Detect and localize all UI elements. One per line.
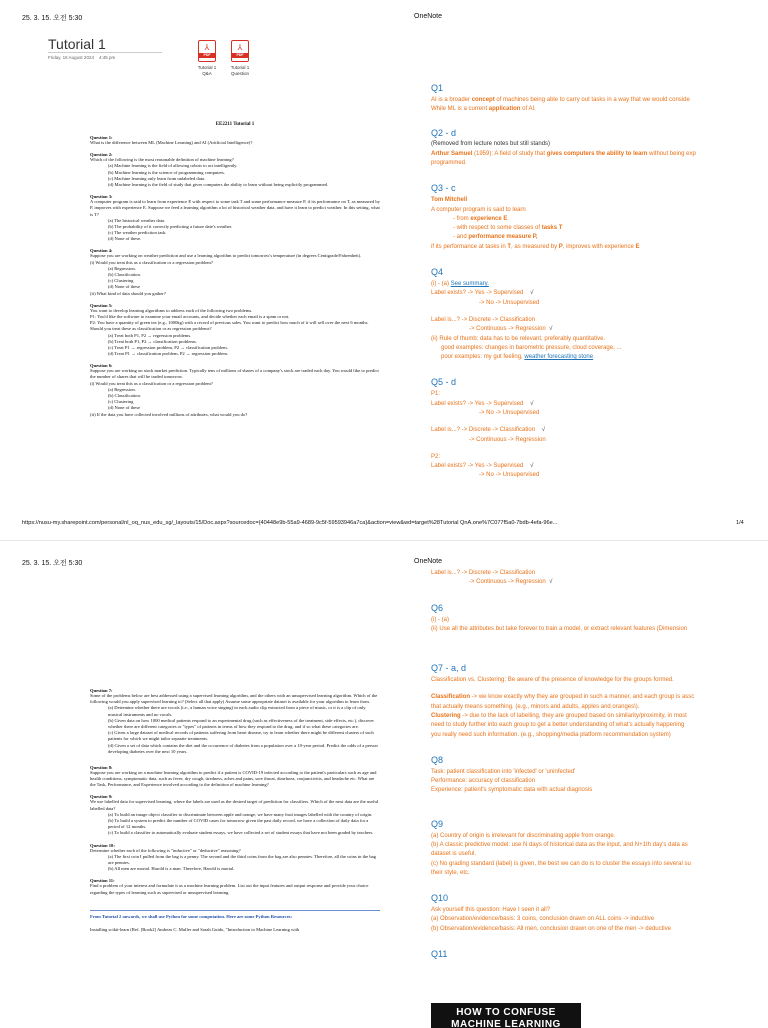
- answer-title-q7: Q7 - a, d: [431, 663, 467, 674]
- page-title: Tutorial 1: [48, 36, 106, 52]
- answer-q4-line: Label is...? -> Discrete -> Classification: [431, 316, 536, 323]
- worksheet-heading: EE2211 Tutorial 1: [215, 122, 255, 127]
- answer-title-q2: Q2 - d: [431, 127, 457, 138]
- page1-header-datetime: 25. 3. 15. 오전 5:30: [22, 15, 83, 22]
- question-text: What is the difference between ML (Machine Learning) and AI (Artificial Intelligence)?: [90, 140, 253, 145]
- question-option: (c) Clustering: [108, 399, 134, 405]
- answer-q10-line: Ask yourself this question: Have I seen it all?: [431, 907, 551, 914]
- page-divider: [0, 540, 768, 541]
- answer-q5-line: Label is...? -> Discrete -> Classification: [431, 570, 536, 576]
- answer-title-q5: Q5 - d: [431, 377, 457, 388]
- answer-q10-line: (b) Observation/evidence/basis: All men, conclusion drawn on one of the men -> deductive: [431, 925, 671, 932]
- question-option: (c) The weather prediction task.: [108, 230, 167, 236]
- question-option: (d) None of these: [108, 284, 141, 290]
- answer-q4-line: (i) - (a) See summary.: [431, 281, 489, 288]
- check-mark: √: [549, 326, 553, 333]
- answer-q7-line: Classification vs. Clustering: Be aware of the presence of knowledge for the groups formed.: [431, 677, 674, 684]
- page1-header-app: OneNote: [414, 13, 443, 20]
- question-option: (b) The probability of it correctly predicting a future date's weather.: [108, 223, 233, 229]
- answer-q4-line: -> No -> Unsupervised: [479, 299, 540, 306]
- question-text: Suppose you are working on stock market prediction. Typically tens of millions of shares of a company's stock are traded each day. You would like to predict the number of shares that will be traded tomorrow.: [90, 368, 379, 380]
- question-text: A computer program is said to learn from experience E with respect to some task T and some performance measure P, if its performance on T, as measured by P, improves with experience E. Suppose we feed a learning algorithm a lot of historical weather data, and have it learn to predict weather. In this setting, what is T?: [90, 199, 380, 217]
- answer-q9-line: (b) A classic predictive model: use N days of historical data as the input, and N+1th day's data as: [431, 841, 688, 848]
- answer-title-q9: Q9: [431, 818, 444, 829]
- answer-q5-line: Label exists? -> Yes -> Supervised √: [431, 463, 534, 470]
- answer-title-q11: Q11: [431, 948, 448, 959]
- answer-q1-line: While ML is a current application of AI.: [431, 106, 536, 113]
- answer-q6-line: (i) - (a): [431, 616, 449, 623]
- question-text: Suppose you are working on a machine learning algorithm to predict if a patient is COVID-19 infected according to the patient's particulars such as age and health conditions, symptomatic data, such as fever, dry cough, tiredness, aches and pains, sore throat, diarrhoea, conjunctivitis, and headache etc. What are the Task, Performance, and Experience involved according to the definition of machine learning?: [90, 769, 377, 788]
- question-text: Find a problem of your interest and formulate it as a machine learning problem. List out the input features and output response and provide your choice regarding the types of learning such as supervised or unsupervised learning.: [90, 883, 369, 895]
- question-text: Should you treat these as classification or as regression problems?: [90, 326, 212, 332]
- answer-q7-line: that actually means something. (e.g., minors and adults, apples and oranges\).: [431, 703, 640, 710]
- answer-q8-line: Performance: accuracy of classification: [431, 778, 536, 785]
- question-text: You want to develop learning algorithms to address each of the following two problems.: [90, 307, 253, 313]
- answer-q2-line: programmed.: [431, 160, 467, 167]
- question-option: (b) To build a system to predict the number of COVID cases for tomorrow given the past daily record, we have a collection of daily data for a period of 12 months.: [108, 818, 369, 830]
- question-option: (a) Treat both P1, P2 → regression problems.: [108, 332, 192, 338]
- check-mark: √: [530, 400, 534, 407]
- question-option: (d) Treat P1 → classification problem, P2 → regression problem.: [108, 351, 229, 357]
- answer-q7-line: need to study further into each group to get a better understanding of what's actually happening: [431, 722, 685, 729]
- answer-q4-line: -> Continuous -> Regression √: [469, 326, 553, 333]
- question-title: Question 1:: [90, 135, 113, 140]
- answer-q8-line: Task: patient classification into 'infected' or 'uninfected': [431, 768, 576, 775]
- question-option: (c) Treat P1 → regression problem, P2 → classification problem.: [108, 344, 228, 350]
- page1-footer-url: https://nusu-my.sharepoint.com/personal/nl_oq_nus_edu_sg/_layouts/15/Doc.aspx?sourcedoc={40448e9b-55a9-4689-9c5f-59593946a7ca}&action=view&wd=target%28Tutorial QnA.one%7C077f5a0-7bdb-4efa-96e...: [22, 520, 558, 526]
- question-option: (a) The historical weather data.: [108, 217, 166, 223]
- page2-header-datetime: 25. 3. 15. 오전 5:30: [22, 560, 83, 567]
- answer-q5-p1: P1:: [431, 391, 441, 398]
- answer-q5-line: Label exists? -> Yes -> Supervised √: [431, 400, 534, 407]
- worksheet-rule: [90, 910, 380, 911]
- worksheet-page1: [90, 122, 380, 418]
- page1-footer-pagenum: 1/4: [736, 520, 744, 526]
- question-subpart: (ii) If the data you have collected involved millions of attributes, what would you do?: [90, 411, 248, 417]
- weather-stone-link[interactable]: weather forecasting stone: [524, 354, 594, 361]
- answer-q3-line: if its performance at tasks in T, as measured by P, improves with experience E: [431, 243, 640, 250]
- answer-title-q6: Q6: [431, 602, 444, 613]
- question-option: (c) Machine learning only learn from unlabeled data.: [108, 175, 206, 181]
- question-option: (b) Machine learning is the science of programming computers.: [108, 169, 225, 175]
- question-text: Determine whether each of the following is "inductive" or "deductive" reasoning?: [90, 847, 241, 853]
- answer-q7-line: you really need such information. (e.g., shopping/media platform recommendation system): [431, 731, 671, 738]
- python-note: From Tutorial 2 onwards, we shall use Python for some computation. Here are some Python Resources:: [90, 913, 293, 919]
- check-mark: √: [530, 290, 534, 297]
- worksheet-page2: [90, 682, 380, 933]
- answer-q5-line: -> No -> Unsupervised: [479, 472, 540, 479]
- answer-q5-p2: P2:: [431, 453, 441, 460]
- question-option: (b) Given data on how 1000 medical patients respond to an experimental drug (such as effectiveness of the treatment, side effects, etc.), discover whether there are different categories or "types" of patients in terms of how they respond to the drug, and if so what these categories are.: [108, 717, 374, 729]
- question-text: P1: You'd like the software to examine your email accounts, and decide whether each email is a spam or not.: [90, 313, 290, 319]
- question-option: (d) None of these: [108, 405, 141, 411]
- question-title: Question 6:: [90, 363, 113, 369]
- answer-q7-line: Classification -> we know exactly why they are grouped in such a manner, and each group is assc: [431, 694, 695, 701]
- attachment-label: Question: [230, 70, 249, 76]
- question-option: (a) Determine whether there are vocals (i.e., a human voice singing) in each audio clip extracted from a piece of music, or it is a clip of only musical instruments and no vocals.: [108, 705, 366, 717]
- answer-q9-line: (c) No grading standard (label) is given, the best we can do is to cluster the essays into several su: [431, 860, 691, 867]
- answer-q5-line: -> Continuous -> Regression: [469, 436, 546, 443]
- answers-page2: [431, 569, 766, 962]
- question-option: (a) Regression.: [108, 265, 136, 271]
- question-title: Question 4:: [90, 248, 113, 254]
- answer-q5-line: Label is...? -> Discrete -> Classification √: [431, 427, 546, 434]
- meme-caption: HOW TO CONFUSE: [456, 1007, 556, 1018]
- answer-q6-line: (ii) Use all the attributes but take forever to train a model, or extract relevant features (Dimension: [431, 625, 688, 632]
- question-option: (b) Classification.: [108, 272, 141, 277]
- question-title: Question 5:: [90, 302, 113, 308]
- answer-q3-line: - from experience E: [453, 215, 508, 222]
- answer-q5-line: -> No -> Unsupervised: [479, 409, 540, 416]
- question-option: (d) None of these.: [108, 236, 142, 242]
- answer-title-q10: Q10: [431, 893, 449, 904]
- attachment-tutorial-qa[interactable]: [193, 40, 221, 77]
- question-option: (d) Given a set of data which contains the diet and the occurrence of diabetes from a population over a 10-year period. Predict the odds of a person developing diabetes over the next 10 years.: [108, 742, 378, 754]
- question-option: (b) Treat both P1, P2 → classification problems.: [108, 338, 197, 344]
- install-note: Installing scikit-learn (Ref. [Book2] Andreas C. Muller and Sarah Guido, "Introduction to Machine Learning with: [90, 926, 300, 932]
- question-subpart: (ii) What kind of data should you gather?: [90, 290, 166, 296]
- attachment-label: Tutorial 1: [197, 65, 217, 70]
- answer-q3-name: Tom Mitchell: [431, 197, 468, 204]
- question-subpart: (i) Would you treat this as a classification or a regression problem?: [90, 380, 213, 386]
- answer-q4-line: poor examples: my gut feeling, weather forecasting stone: [441, 354, 594, 361]
- answer-q4-line: good examples: changes in barometric pressure, cloud coverage, ...: [441, 344, 622, 351]
- answer-q2-line: Arthur Samuel (1959): A field of study that gives computers the ability to learn without being exp: [431, 150, 696, 157]
- meme-image: [431, 1003, 581, 1028]
- question-text: Which of the following is the most reasonable definition of machine learning?: [90, 157, 234, 163]
- answer-q4-line: Label exists? -> Yes -> Supervised √: [431, 290, 534, 297]
- question-option: (a) To build an image object classifier to discriminate between apple and orange, we have many fruit images labelled with the country of origin.: [108, 811, 373, 817]
- question-option: (c) Given a large dataset of medical records of patients suffering from heart disease, try to learn whether there might be different clusters of such patients for which we might tailor separate treatments.: [108, 730, 374, 742]
- see-summary-link[interactable]: See summary.: [450, 281, 489, 288]
- question-subpart: (i) Would you treat this as a classification or a regression problem?: [90, 259, 213, 265]
- answer-q2-note: (Removed from lecture notes but still stands): [431, 141, 551, 148]
- answer-q4-line: (ii) Rule of thumb: data has to be relevant, preferably quantitative.: [431, 335, 606, 342]
- answer-q3-line: A computer program is said to learn: [431, 206, 526, 213]
- question-title: Question 8:: [90, 764, 113, 770]
- question-text: We use labelled data for supervised learning, where the labels are used as the desired target of prediction for classifiers. Which of the next data are the useful labelled data?: [90, 799, 379, 811]
- answer-q10-line: (a) Observation/evidence/basis: 3 coins, conclusion drawn on ALL coins -> inductive: [431, 916, 655, 923]
- question-option: (b) All men are mortal. Harold is a man. Therefore, Harold is mortal.: [108, 866, 235, 872]
- answer-q3-line: - and performance measure P,: [453, 234, 538, 241]
- answer-title-q3: Q3 - c: [431, 183, 456, 194]
- question-title: Question 7:: [90, 688, 113, 693]
- question-option: (c) To build a classifier to automatically evaluate student essays, we have collected a set of student essays that have not been graded by teachers.: [108, 830, 374, 836]
- attachment-tutorial-question[interactable]: [226, 40, 254, 77]
- answer-q7-line: Clustering -> due to the lack of labelling, they are grouped based on similarity/proximity, in most: [431, 712, 687, 719]
- answer-q5-line: -> Continuous -> Regression √: [469, 579, 553, 586]
- question-title: Question 2:: [90, 152, 113, 158]
- page-date-value: Friday, 16 August 2024: [48, 55, 94, 60]
- question-title: Question 10:: [90, 842, 115, 848]
- check-mark: √: [549, 579, 553, 586]
- answer-q9-line: (a) Country of origin is irrelevant for discriminating apple from orange.: [431, 832, 616, 839]
- question-text: P2: You have a quantity of green tea (e.g., 1000kg) with a record of previous sales. You want to predict how much of it will sell over the next 6 months.: [90, 320, 369, 326]
- check-mark: √: [541, 427, 546, 434]
- answer-q9-line: their style, etc.: [431, 869, 470, 876]
- question-option: (b) Classification.: [108, 393, 141, 398]
- question-title: Question 11:: [90, 878, 115, 884]
- answers-page1: [431, 82, 766, 481]
- question-title: Question 3:: [90, 194, 113, 200]
- attachment-label: Tutorial 1: [230, 65, 250, 70]
- page2-header-app: OneNote: [414, 558, 443, 565]
- answer-q9-line: dataset is useful.: [431, 851, 477, 858]
- answer-title-q4: Q4: [431, 267, 444, 278]
- question-title: Question 9:: [90, 794, 113, 800]
- attachment-label: Q&A: [202, 70, 212, 76]
- answer-title-q8: Q8: [431, 754, 444, 765]
- question-text: Suppose you are working on weather prediction and use a learning algorithm to predict tomorrow's temperature (in degrees Centigrade/Fahrenheit).: [90, 253, 362, 259]
- question-option: (c) Clustering: [108, 278, 134, 284]
- page-time-value: 4:45 pm: [98, 55, 116, 60]
- question-option: (a) Regression.: [108, 386, 136, 392]
- answer-q1-line: AI is a broader concept of machines being able to carry out tasks in a way that we would conside: [431, 96, 690, 103]
- answer-q3-line: - with respect to some classes of tasks T: [453, 225, 563, 232]
- question-text: Some of the problems below are best addressed using a supervised learning algorithm, and the others with an unsupervised learning algorithm. Which of the following would you apply supervised learning to? (Select all that apply) Assume some appropriate dataset is available for your algorithm to learn from.: [90, 693, 378, 705]
- question-option: (d) Machine learning is the field of study that gives computers the ability to learn without being explicitly programmed.: [108, 181, 329, 187]
- answer-title-q1: Q1: [431, 83, 444, 93]
- title-underline: [48, 52, 162, 53]
- question-option: (a) The first coin I pulled from the bag is a penny. The second and the third coins from the bag are also pennies. Therefore, all the coins in the bag are pennies.: [108, 853, 376, 865]
- pdf-icon: ⅄ PDF: [231, 40, 249, 62]
- question-option: (a) Machine learning is the field of allowing robots to act intelligently.: [108, 163, 238, 169]
- meme-caption: MACHINE LEARNING: [451, 1019, 561, 1028]
- answer-q8-line: Experience: patient's symptomatic data with actual diagnosis: [431, 787, 593, 794]
- check-mark: √: [530, 463, 534, 470]
- page-date: [48, 55, 115, 60]
- pdf-icon: ⅄ PDF: [198, 40, 216, 62]
